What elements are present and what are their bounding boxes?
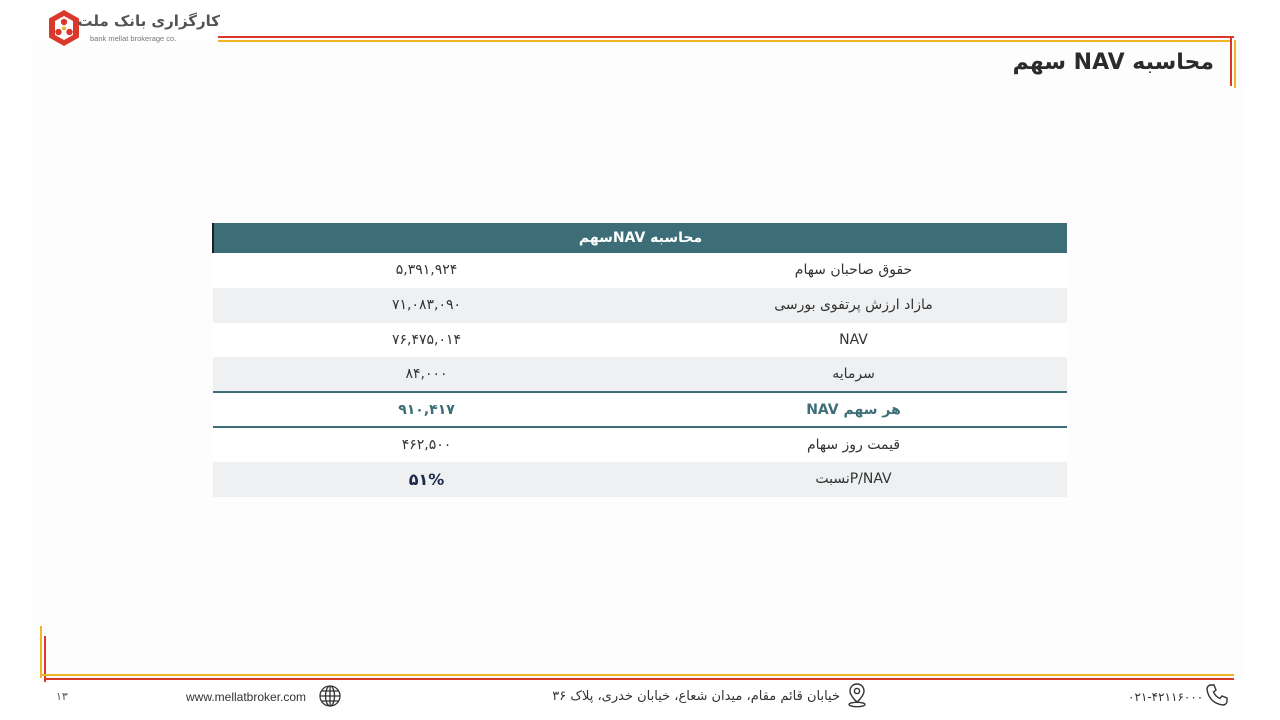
- nav-table: [212, 223, 1067, 497]
- table-row: [213, 462, 1067, 497]
- office-address: خیابان قائم مقام، میدان شعاع، خیابان خدری، پلاک ۳۶: [552, 689, 840, 704]
- table-row: [213, 323, 1067, 358]
- row-label: NAV: [640, 323, 1067, 358]
- row-label: سرمایه: [640, 357, 1067, 392]
- brand-name-en: bank mellat brokerage co.: [90, 34, 177, 43]
- header-line-yellow: [218, 40, 1230, 42]
- table-row: [213, 253, 1067, 288]
- page-title: محاسبه NAV سهم: [1012, 50, 1214, 75]
- brand-logo: [44, 8, 224, 50]
- brand-name-fa: کارگزاری بانک ملت: [77, 12, 220, 30]
- row-value: ۹۱۰,۴۱۷: [213, 392, 640, 427]
- page-number: ۱۳: [56, 690, 68, 703]
- website-link[interactable]: www.mellatbroker.com: [186, 690, 307, 704]
- table-row: [213, 357, 1067, 392]
- row-value: ۷۶,۴۷۵,۰۱۴: [213, 323, 640, 358]
- header-line-red: [218, 36, 1234, 38]
- row-value: ۸۴,۰۰۰: [213, 357, 640, 392]
- row-value: ۵۱%: [213, 462, 640, 497]
- phone-number: ۰۲۱-۴۲۱۱۶۰۰۰: [1128, 690, 1204, 704]
- header-vline-red: [1230, 36, 1232, 86]
- row-value: ۴۶۲,۵۰۰: [213, 427, 640, 462]
- row-label: قیمت روز سهام: [640, 427, 1067, 462]
- row-label: هر سهم NAV: [640, 392, 1067, 427]
- footer-line-yellow: [40, 674, 1234, 676]
- header-vline-yellow: [1234, 40, 1236, 88]
- row-label: P/NAVنسبت: [640, 462, 1067, 497]
- row-value: ۷۱,۰۸۳,۰۹۰: [213, 288, 640, 323]
- table-header: محاسبه NAVسهم: [213, 223, 1067, 253]
- table-row: [213, 427, 1067, 462]
- globe-icon: [318, 684, 342, 708]
- table-row-highlight: [213, 392, 1067, 427]
- location-pin-icon: [845, 682, 869, 708]
- phone-icon: [1204, 682, 1230, 708]
- row-value: ۵,۳۹۱,۹۲۴: [213, 253, 640, 288]
- footer-line-red: [44, 678, 1234, 680]
- row-label: مازاد ارزش پرتفوی بورسی: [640, 288, 1067, 323]
- row-label: حقوق صاحبان سهام: [640, 253, 1067, 288]
- footer-vline-yellow: [40, 626, 42, 678]
- table-row: [213, 288, 1067, 323]
